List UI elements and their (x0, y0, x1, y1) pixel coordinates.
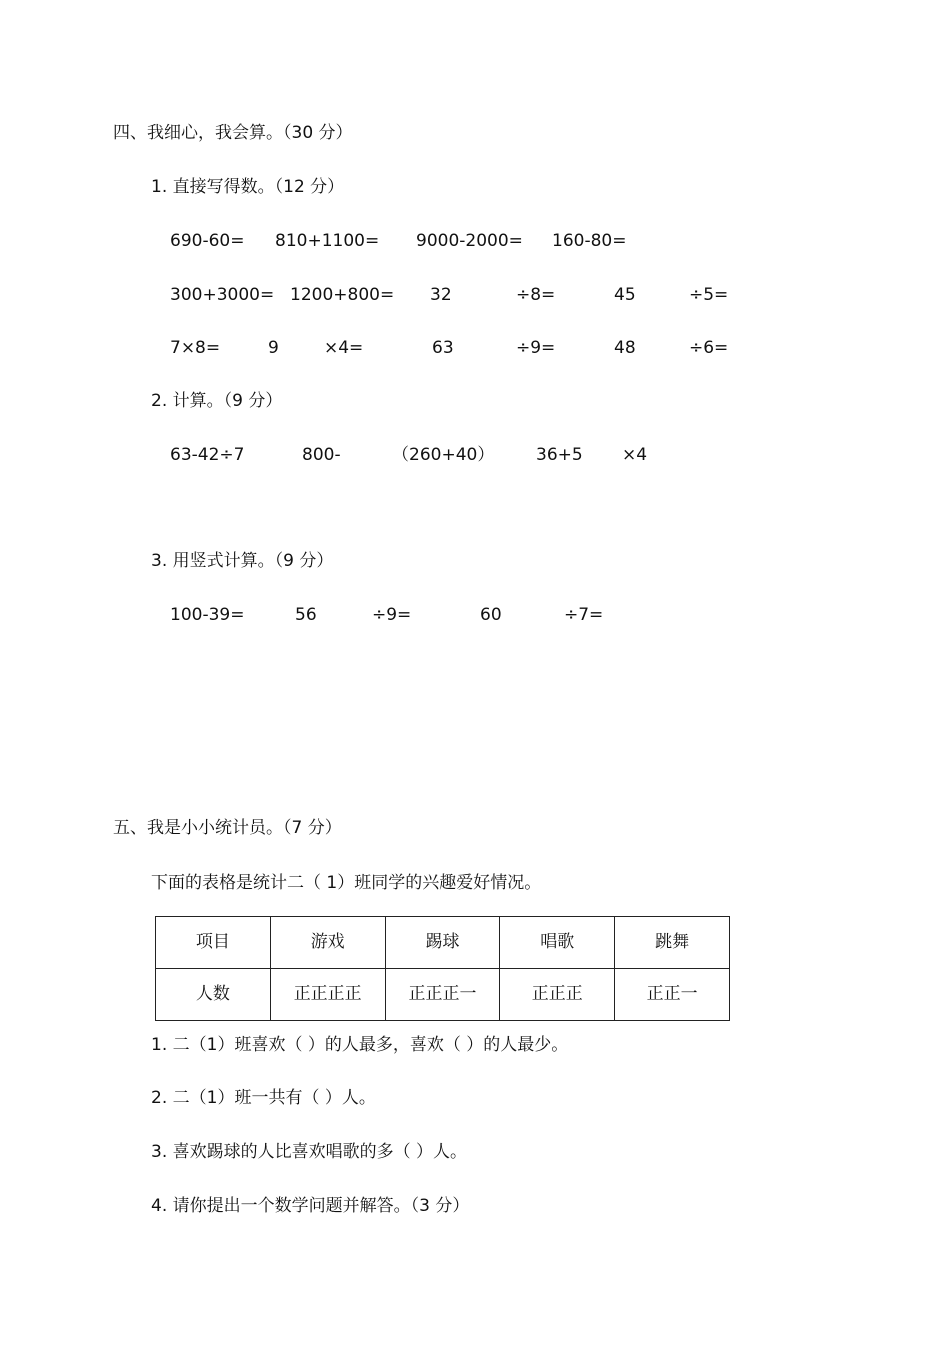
q1-expr: 810+1100= (275, 231, 380, 251)
q1-expr: 300+3000= (170, 285, 275, 305)
q1-expr: 690-60= (170, 231, 245, 251)
section5-title: 五、我是小小统计员。（7 分） (113, 818, 342, 838)
q1-expr: ÷9= (516, 338, 556, 358)
s5-question-2: 2. 二（1）班一共有（ ）人。 (151, 1088, 376, 1108)
q1-expr: 9 (268, 338, 279, 358)
section4-title: 四、我细心，我会算。（30 分） (113, 123, 353, 143)
q3-title: 3. 用竖式计算。（9 分） (151, 551, 334, 571)
table-cell: 正正正一 (385, 969, 500, 1021)
q2-title: 2. 计算。（9 分） (151, 391, 283, 411)
q3-expr: 60 (480, 605, 502, 625)
table-cell: 正正一 (615, 969, 730, 1021)
table-cell: 项目 (156, 917, 271, 969)
q1-expr: 1200+800= (290, 285, 395, 305)
q1-expr: 45 (614, 285, 636, 305)
table-cell: 正正正 (500, 969, 615, 1021)
q1-title: 1. 直接写得数。（12 分） (151, 177, 345, 197)
table-header-row (156, 917, 730, 969)
table-cell: 游戏 (270, 917, 385, 969)
q2-expr: 800- (302, 445, 341, 465)
s5-question-1: 1. 二（1）班喜欢（ ）的人最多，喜欢（ ）的人最少。 (151, 1035, 569, 1055)
q1-expr: 32 (430, 285, 452, 305)
s5-question-4: 4. 请你提出一个数学问题并解答。（3 分） (151, 1196, 470, 1216)
q1-expr: 63 (432, 338, 454, 358)
q1-expr: 48 (614, 338, 636, 358)
q1-expr: 160-80= (552, 231, 627, 251)
s5-question-3: 3. 喜欢踢球的人比喜欢唱歌的多（ ）人。 (151, 1142, 468, 1162)
q1-expr: ×4= (324, 338, 364, 358)
q3-expr: ÷9= (372, 605, 412, 625)
q2-expr: 36+5 (536, 445, 583, 465)
q3-expr: 100-39= (170, 605, 245, 625)
q1-expr: 9000-2000= (416, 231, 523, 251)
q2-expr: （260+40） (392, 445, 495, 465)
q3-expr: ÷7= (564, 605, 604, 625)
table-row (156, 969, 730, 1021)
q1-expr: 7×8= (170, 338, 221, 358)
q1-expr: ÷5= (689, 285, 729, 305)
table-cell: 唱歌 (500, 917, 615, 969)
q3-expr: 56 (295, 605, 317, 625)
hobby-stats-table (155, 916, 730, 1021)
q2-expr: 63-42÷7 (170, 445, 245, 465)
q1-expr: ÷8= (516, 285, 556, 305)
q2-expr: ×4 (622, 445, 648, 465)
table-cell: 跳舞 (615, 917, 730, 969)
section5-intro: 下面的表格是统计二（ 1）班同学的兴趣爱好情况。 (151, 873, 542, 893)
table-cell: 踢球 (385, 917, 500, 969)
table-cell: 人数 (156, 969, 271, 1021)
table-cell: 正正正正 (270, 969, 385, 1021)
q1-expr: ÷6= (689, 338, 729, 358)
